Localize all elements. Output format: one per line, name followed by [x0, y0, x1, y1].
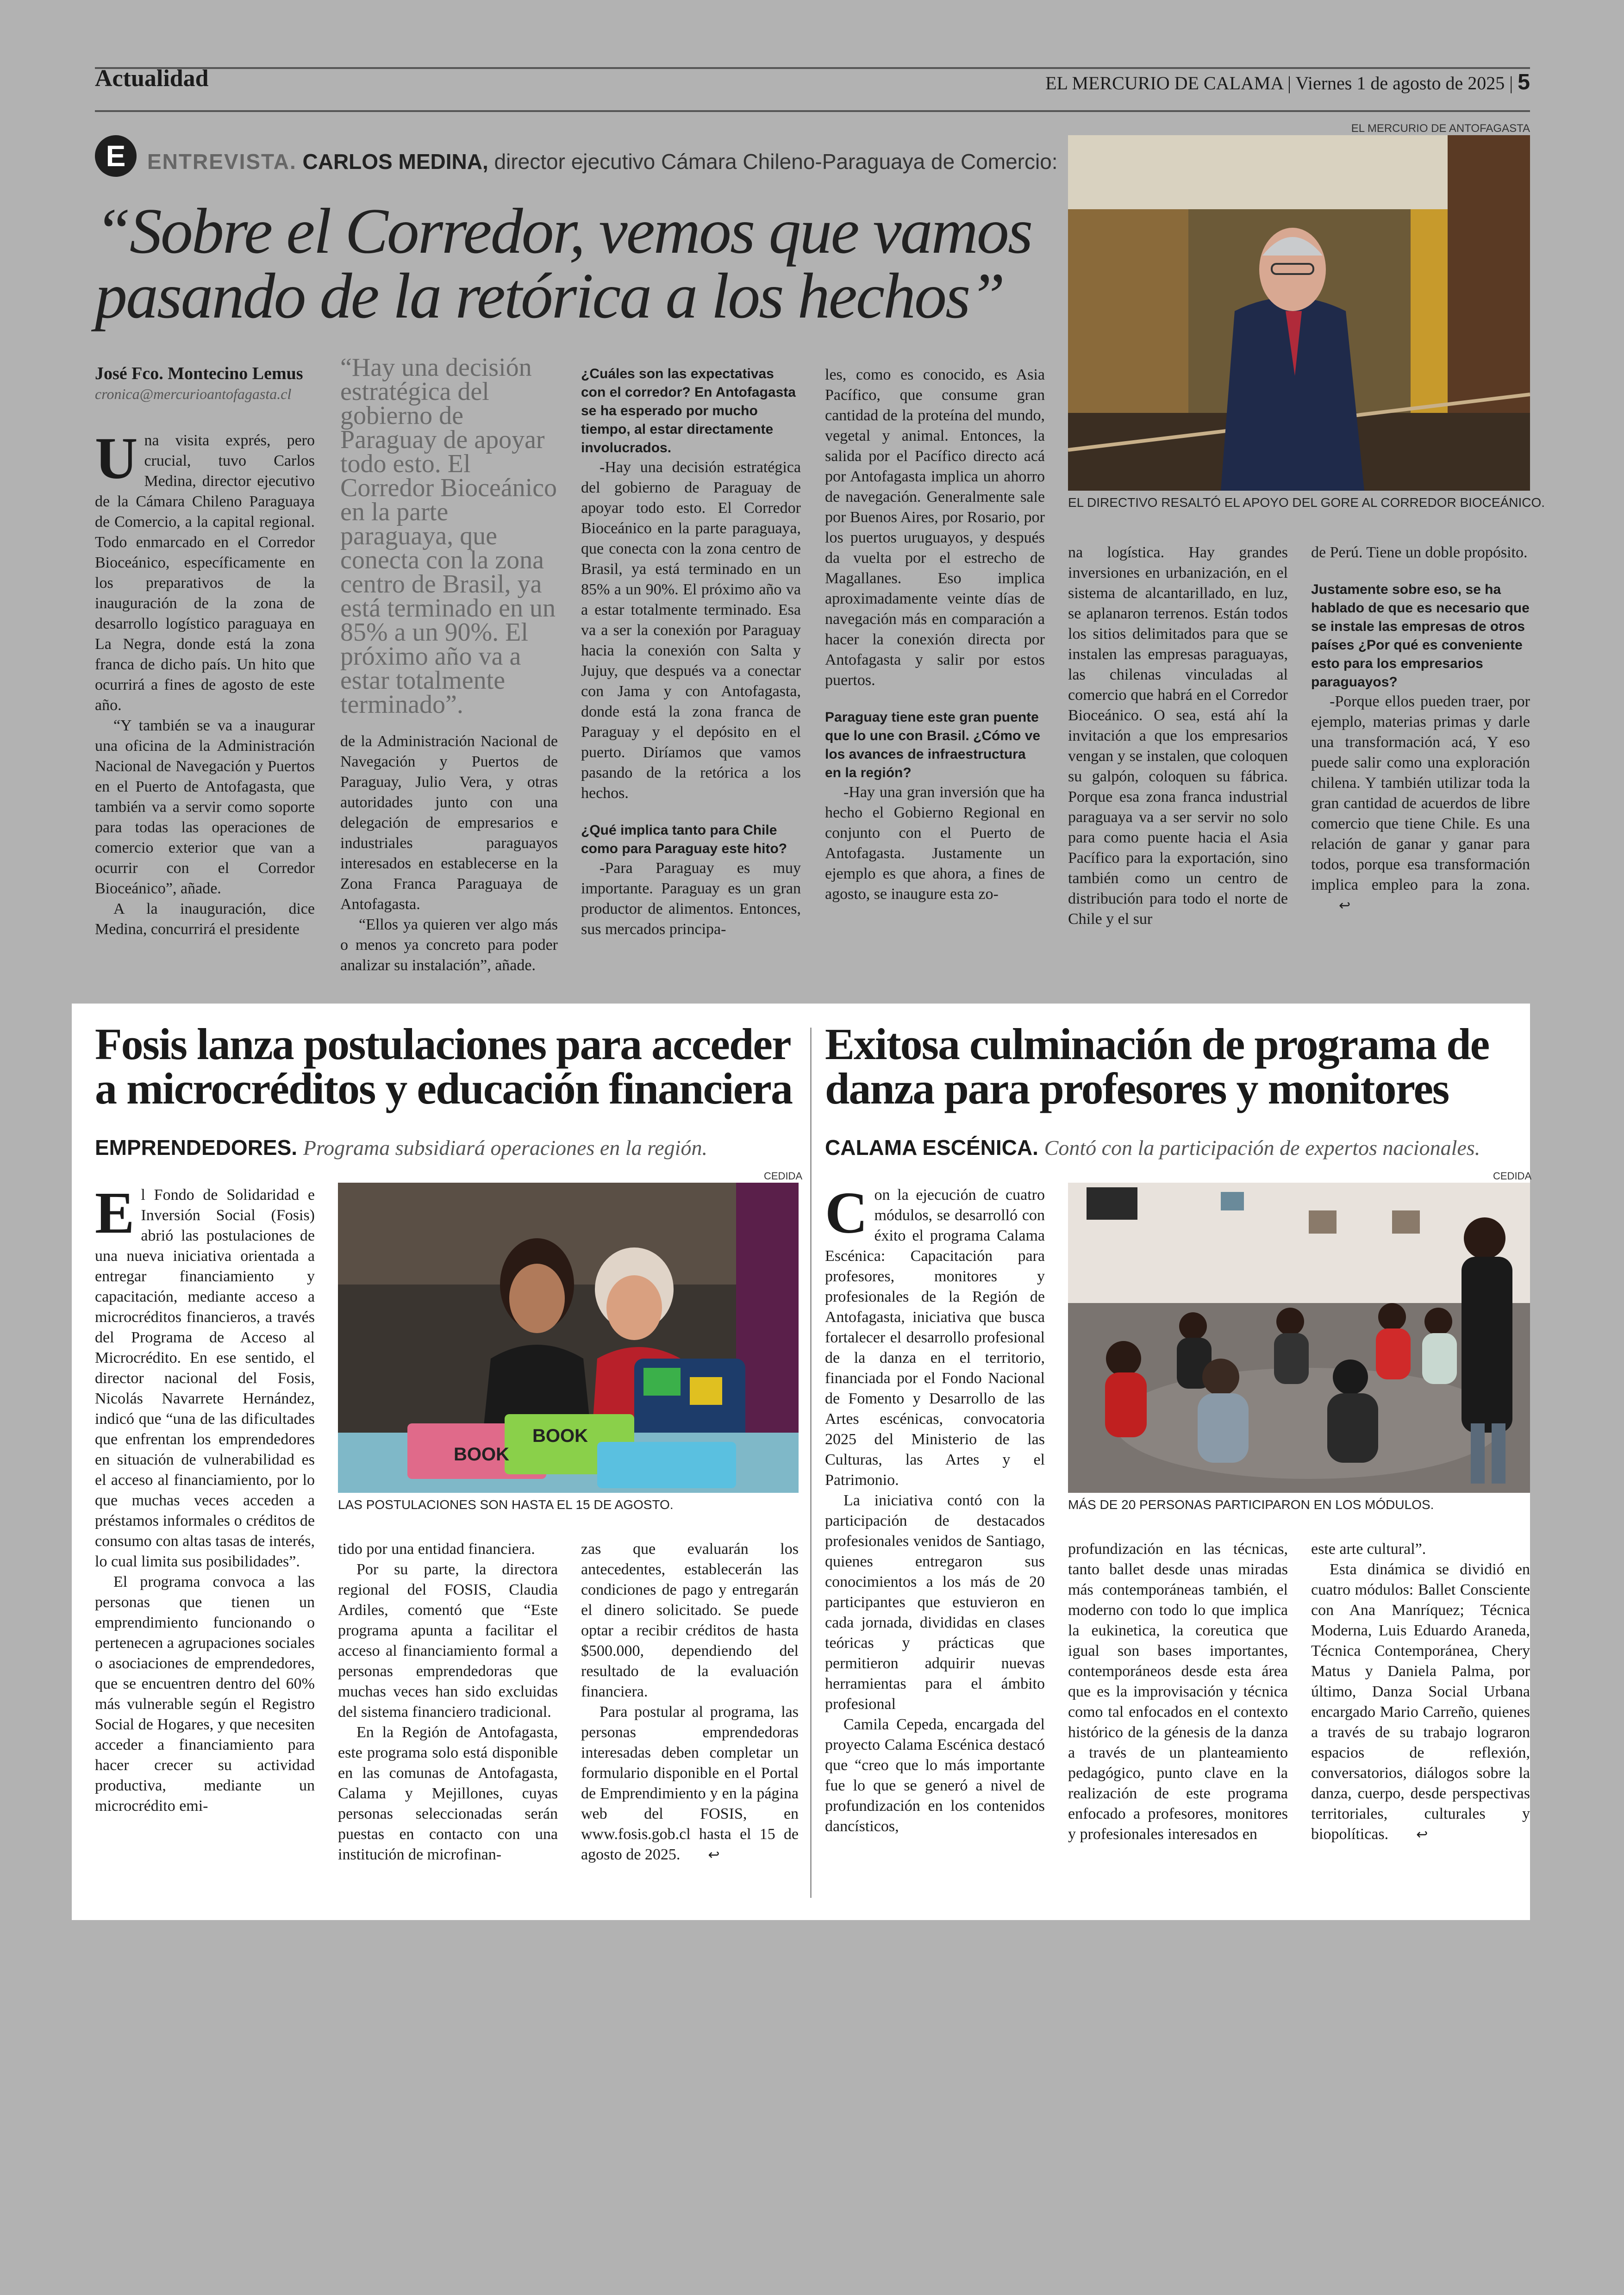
paragraph: El programa convoca a las personas que tienen un emprendimiento funcionando o pertenecen a agrupaciones sociales o asociaciones de emprendedores, que se encuentren dentro del 60% más vulnerable según el Registro Social de Hogares, y que necesiten acceder a financiamiento para hacer crecer su actividad productiva, mediante un microcrédito emi- [95, 1573, 315, 1815]
interview-question: Paraguay tiene este gran puente que lo une con Brasil. ¿Cómo ve los avances de infraestructura en la región? [825, 710, 1041, 780]
headline-line-1: Exitosa culminación de programa de [825, 1019, 1489, 1069]
kicker-role: director ejecutivo Cámara Chileno-Paraguaya de Comercio: [494, 150, 1058, 174]
danza-column-2 [1068, 1539, 1288, 1845]
section-label: Actualidad [95, 65, 209, 92]
fosis-photo [338, 1183, 799, 1493]
headline-line-2: a microcréditos y educación financiera [95, 1064, 792, 1113]
pull-quote: “Hay una decisión estratégica del gobierno de Paraguay de apoyar todo esto. El Corredor Bioceánico en la parte paraguaya, que conecta con la zona centro de Brasil, ya está terminado en un 85% a un 90%. El próximo año va a estar totalmente terminado”. [340, 353, 557, 719]
book-label: BOOK [532, 1426, 588, 1446]
photo-credit: EL MERCURIO DE ANTOFAGASTA [1351, 122, 1530, 135]
kicker-subtitle: Programa subsidiará operaciones en la región. [303, 1136, 707, 1160]
headline-line-2: pasando de la retórica a los hechos” [95, 260, 1004, 332]
paragraph: “Ellos ya quieren ver algo más o menos ya concreto para poder analizar su instalación”, añade. [340, 916, 558, 974]
kicker-name: CARLOS MEDINA, [302, 150, 488, 174]
page-number: 5 [1518, 70, 1530, 94]
dropcap: U [95, 425, 138, 491]
dropcap: C [825, 1180, 868, 1246]
danza-column-1 [825, 1180, 1045, 1837]
column-divider [810, 1028, 812, 1898]
interview-column-2 [340, 731, 558, 976]
interview-column-3 [581, 365, 801, 940]
interview-column-5 [1068, 543, 1288, 929]
dropcap: E [95, 1180, 135, 1246]
director-photo [1068, 135, 1530, 491]
paragraph: La iniciativa contó con la participación de destacados profesionales venidos de Santiago, quienes entregaron sus conocimientos a los más de 20 participantes que estuvieron en cada jornada, divididas en clases teóricas y prácticas que permitieron adquirir nuevas herramientas para el ámbito profesional [825, 1492, 1045, 1713]
kicker-subtitle: Contó con la participación de expertos nacionales. [1044, 1136, 1480, 1160]
paragraph-text: na visita exprés, pero crucial, tuvo Carlos Medina, director ejecutivo de la Cámara Chileno Paraguaya de Comercio, a la capital regional. Todo enmarcado en el Corredor Bioceánico, específicamente en los preparativos de la inauguración de la zona de desarrollo logístico paraguaya en La Negra, donde está la zona franca de dicho país. Un hito que ocurrirá a fines de agosto de este año. [95, 432, 315, 714]
paragraph-text: Para postular al programa, las personas emprendedoras interesadas deben completar un formulario disponible en el Portal de Emprendimiento y en la página web del FOSIS, en www.fosis.gob.cl hasta el 15 de agosto de 2025. [581, 1703, 799, 1863]
paragraph-text: l Fondo de Solidaridad e Inversión Social (Fosis) abrió las postulaciones de una nueva iniciativa orientada a entregar financiamiento y capacitación, mediante acceso a microcréditos financieros, a través del Programa de Acceso al Microcrédito. En ese sentido, el director nacional del Fosis, Nicolás Navarrete Hernández, indicó que “una de las dificultades que enfrentan los emprendedores en situación de vulnerabilidad es el acceso al financiamiento, por lo que muchas veces acceden a préstamos informales o créditos de consumo con altas tasas de interés, lo cual limita sus posibilidades”. [95, 1186, 315, 1570]
paragraph: na logística. Hay grandes inversiones en urbanización, en el sistema de alcantarillado, en luz, se aplanaron terrenos. Están todos los sitios delimitados para que se instalen las empresas paraguayas, las chilenas vinculadas al comercio que habrá en el Corredor Bioceánico. O sea, está ahí la invitación a que los empresarios vengan y se instalen, que coloquen su galpón, coloquen su fábrica. Porque esa zona franca industrial paraguaya va a ser servir no solo para como puente hacia el Asia Pacífico para la exportación, sino también como un centro de distribución para todo el norte de Chile y el sur [1068, 544, 1288, 928]
headline-line-1: Fosis lanza postulaciones para acceder [95, 1019, 791, 1069]
paragraph [1311, 692, 1530, 916]
paragraph: tido por una entidad financiera. [338, 1540, 535, 1558]
paragraph: zas que evaluarán los antecedentes, establecerán las condiciones de pago y entregarán el dinero solicitado. Se puede optar a recibir créditos de hasta $500.000, dependiendo del resultado de la evaluación financiera. [581, 1540, 799, 1700]
author-email: cronica@mercurioantofagasta.cl [95, 386, 292, 402]
interview-headline [95, 195, 1067, 332]
paragraph: -Hay una gran inversión que ha hecho el Gobierno Regional en conjunto con el Puerto de Antofagasta. Justamente un ejemplo es que ahora, a fines de agosto, se inaugure esta zo- [825, 784, 1045, 903]
paragraph: de Perú. Tiene un doble propósito. [1311, 544, 1528, 561]
danza-photo-credit: CEDIDA [1493, 1170, 1532, 1182]
issue-date: Viernes 1 de agosto de 2025 [1295, 73, 1505, 94]
interview-question: Justamente sobre eso, se ha hablado de que es necesario que se instale las empresas de otros países ¿Por qué es conveniente esto para los empresarios paraguayos? [1311, 582, 1530, 690]
author-name: José Fco. Montecino Lemus [95, 364, 303, 383]
top-rule [95, 67, 1530, 69]
danza-photo [1068, 1183, 1530, 1493]
danza-kicker [825, 1135, 1480, 1160]
paragraph [581, 1702, 799, 1865]
paragraph [825, 1180, 1045, 1491]
headline-line-1: “Sobre el Corredor, vemos que vamos [95, 195, 1032, 267]
paragraph [95, 1180, 315, 1572]
end-of-article-icon: ↩ [708, 1847, 720, 1863]
paragraph-text: Esta dinámica se dividió en cuatro módulos: Ballet Consciente con Ana Manríquez; Técnica Moderna, Luis Eduardo Araneda, Técnica Contemporánea, Chery Matus y Daniela Palma, por último, Danza Social Urbana encargado Mario Carreño, quienes a través de su trabajo lograron espacios de reflexión, conversatorios, diálogos sobre la danza, cuerpo, desde perspectivas territoriales, culturales y biopolíticas. [1311, 1561, 1530, 1843]
fosis-column-2 [338, 1539, 558, 1865]
fosis-photo-caption: LAS POSTULACIONES SON HASTA EL 15 DE AGOSTO. [338, 1497, 674, 1512]
end-of-article-icon: ↩ [1416, 1827, 1428, 1842]
interview-question: ¿Qué implica tanto para Chile como para Paraguay este hito? [581, 823, 787, 856]
paragraph: de la Administración Nacional de Navegación y Puertos de Paraguay, Julio Vera, y otras autoridades junto con una delegación de empresarios e industriales paraguayos interesados en establecerse en la Zona Franca Paraguaya de Antofagasta. [340, 733, 558, 913]
paragraph: A la inauguración, dice Medina, concurrirá el presidente [95, 900, 315, 938]
fosis-column-3 [581, 1539, 799, 1865]
paragraph: Camila Cepeda, encargada del proyecto Calama Escénica destacó que “creo que lo más importante fue lo que se generó a nivel de profundización en los contenidos dancísticos, [825, 1716, 1045, 1835]
interview-column-1 [95, 425, 315, 940]
masthead: EL MERCURIO DE CALAMA | Viernes 1 de agosto de 2025 | 5 [1045, 70, 1530, 94]
end-of-article-icon: ↩ [1339, 898, 1351, 913]
kicker-tag: CALAMA ESCÉNICA. [825, 1135, 1038, 1160]
header-rule [95, 110, 1530, 112]
fosis-headline [95, 1019, 803, 1113]
interview-kicker [147, 149, 1058, 174]
paragraph: “Y también se va a inaugurar una oficina de la Administración Nacional de Navegación y Puertos en el Puerto de Antofagasta, que también va a servir como soporte para todas las operaciones de comercio exterior que van a ocurrir con el Corredor Bioceánico”, añade. [95, 717, 315, 897]
fosis-column-1 [95, 1180, 315, 1816]
interview-column-6 [1311, 543, 1530, 916]
paragraph: Por su parte, la directora regional del FOSIS, Claudia Ardiles, comentó que “Este programa apunta a facilitar el acceso al financiamiento formal a personas emprendedoras que muchas veces han sido excluidas del sistema financiero tradicional. [338, 1561, 558, 1721]
director-photo-caption: EL DIRECTIVO RESALTÓ EL APOYO DEL GORE AL CORREDOR BIOCEÁNICO. [1068, 495, 1545, 510]
paragraph: les, como es conocido, es Asia Pacífico, que consume gran cantidad de la proteína del mundo, vegetal y animal. Entonces, la salida por el Pacífico directo acá por Antofagasta implica un ahorro de navegación. Generalmente sale por Buenos Aires, por Rosario, por los puertos uruguayos, y después da vuelta por el estrecho de Magallanes. Eso implica aproximadamente veinte días de navegación más en comparación a hacer la conexión directa por Antofagasta y salir por estos puertos. [825, 366, 1045, 689]
danza-photo-caption: MÁS DE 20 PERSONAS PARTICIPARON EN LOS MÓDULOS. [1068, 1497, 1434, 1512]
kicker-type: ENTREVISTA. [147, 150, 297, 174]
interview-badge: E [95, 135, 137, 177]
paragraph: este arte cultural”. [1311, 1540, 1426, 1558]
paragraph: En la Región de Antofagasta, este programa solo está disponible en las comunas de Antofagasta, Calama y Mejillones, cuyas personas seleccionadas serán puestas en contacto con una institución de microfinan- [338, 1724, 558, 1863]
newspaper-name: EL MERCURIO DE CALAMA [1045, 73, 1283, 94]
paragraph: -Hay una decisión estratégica del gobierno de Paraguay de apoyar todo esto. El Corredor Bioceánico en la parte paraguaya, que conecta con la zona centro de Brasil, ya está terminado en un 85% a un 90%. El próximo año va a estar totalmente terminado. Esa va a ser la conexión por Paraguay hacia la conexión con Salta y Jujuy, que después va a conectar con Jama y con Antofagasta, donde está la zona franca de Paraguay y el depósito en el puerto. Diríamos que vamos pasando de la retórica a los hechos. [581, 459, 801, 802]
headline-line-2: danza para profesores y monitores [825, 1064, 1449, 1113]
paragraph [1311, 1559, 1530, 1845]
paragraph [95, 425, 315, 716]
interview-question: ¿Cuáles son las expectativas con el corredor? En Antofagasta se ha esperado por mucho tiempo, al estar directamente involucrados. [581, 366, 796, 455]
paragraph: -Para Paraguay es muy importante. Paraguay es un gran productor de alimentos. Entonces, sus mercados principa- [581, 860, 801, 938]
paragraph: profundización en las técnicas, tanto ballet desde unas miradas más contemporáneas también, el moderno con todo lo que implica la eukinetica, la coreutica que igual son bases importantes, contemporáneos desde esta área que es la improvisación y técnica como tal enfocados en el contexto histórico de la génesis de la danza a través de un planteamiento pedagógico, punto clave en la realización de este programa enfocado a profesores, monitores y profesionales interesados en [1068, 1540, 1288, 1843]
interview-column-4 [825, 365, 1045, 904]
danza-column-3 [1311, 1539, 1530, 1845]
paragraph-text: -Porque ellos pueden traer, por ejemplo, materias primas y darle una transformación acá, Y eso puede salir como una exploración chilena. Y también utilizar toda la gran cantidad de acuerdos de libre comercio que tiene Chile. Es una relación de ganar y ganar para todos, porque esa transformación implica empleo para la zona. [1311, 693, 1530, 893]
fosis-kicker [95, 1135, 707, 1160]
danza-headline [825, 1019, 1530, 1113]
fosis-photo-credit: CEDIDA [764, 1170, 803, 1182]
book-label: BOOK [454, 1444, 509, 1465]
paragraph-text: on la ejecución de cuatro módulos, se desarrolló con éxito el programa Calama Escénica: Capacitación para profesores, monitores y profesionales de la Región de Antofagasta, iniciativa que busca fortalecer el desarrollo profesional de la danza en el territorio, financiada por el Fondo Nacional de Fomento y Desarrollo de las Artes escénicas, convocatoria 2025 del Ministerio de las Culturas, las Artes y el Patrimonio. [825, 1186, 1045, 1489]
kicker-tag: EMPRENDEDORES. [95, 1135, 298, 1160]
